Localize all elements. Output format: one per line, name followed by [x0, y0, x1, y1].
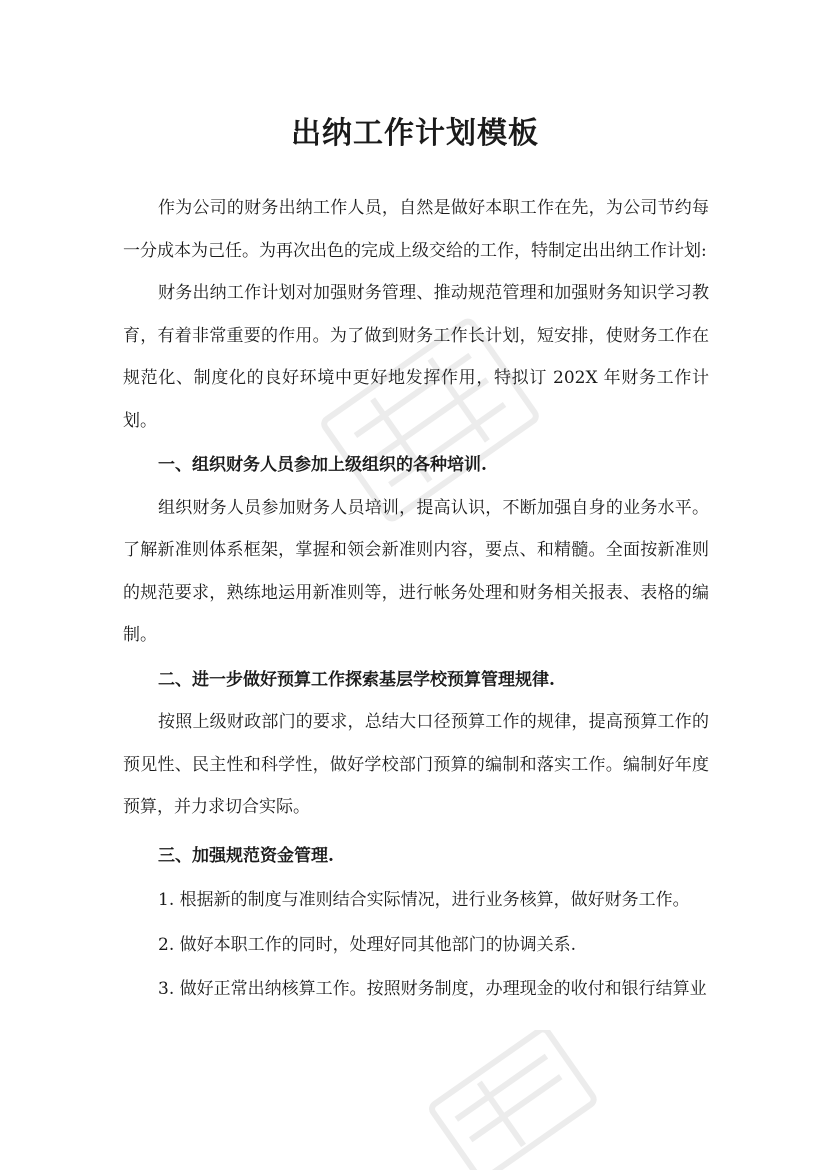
section-heading: 一、组织财务人员参加上级组织的各种培训. [158, 455, 487, 475]
section-paragraph: 按照上级财政部门的要求，总结大口径预算工作的规律，提高预算工作的预见性、民主性和科学性，做好学校部门预算的编制和落实工作。编制好年度预算，并力求切合实际。 [123, 712, 709, 817]
purpose-paragraph: 财务出纳工作计划对加强财务管理、推动规范管理和加强财务知识学习教育，有着非常重要的作用。为了做到财务工作长计划，短安排，使财务工作在规范化、制度化的良好环境中更好地发挥作用，特拟订 202X 年财务工作计划。 [123, 283, 709, 431]
section-heading: 三、加强规范资金管理. [158, 845, 334, 866]
section-heading: 二、进一步做好预算工作探索基层学校预算管理规律. [158, 669, 555, 690]
list-item: 1. 根据新的制度与准则结合实际情况，进行业务核算，做好财务工作。 [158, 890, 690, 910]
list-item: 3. 做好正常出纳核算工作。按照财务制度，办理现金的收付和银行结算业 [158, 979, 707, 999]
document-title: 出纳工作计划模板 [291, 116, 539, 151]
intro-paragraph: 作为公司的财务出纳工作人员，自然是做好本职工作在先，为公司节约每一分成本为己任。为再次出色的完成上级交给的工作，特制定出出纳工作计划: [123, 198, 709, 261]
stamp-watermark-icon [420, 1030, 600, 1170]
section-paragraph: 组织财务人员参加财务人员培训，提高认识，不断加强自身的业务水平。了解新准则体系框架，掌握和领会新准则内容，要点、和精髓。全面按新准则的规范要求，熟练地运用新准则等，进行帐务处理和财务相关报表、表格的编制。 [123, 497, 709, 645]
list-item: 2. 做好本职工作的同时，处理好同其他部门的协调关系. [158, 934, 577, 955]
document-body [123, 187, 709, 1011]
